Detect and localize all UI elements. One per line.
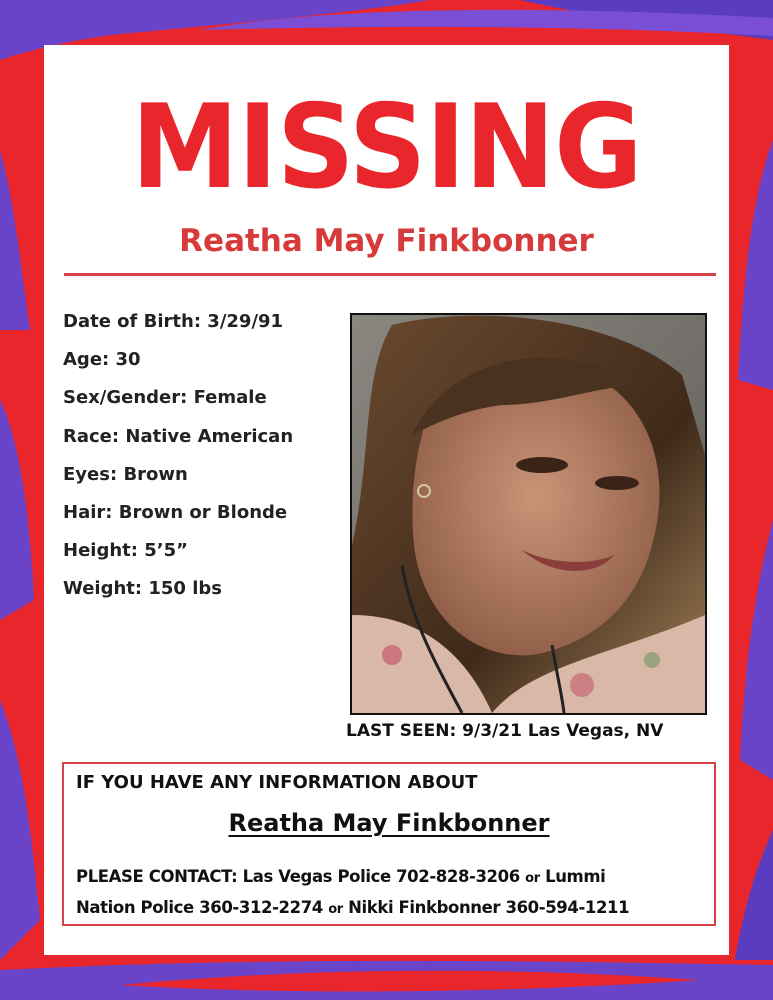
detail-race: Race: Native American xyxy=(63,425,294,447)
portrait-illustration xyxy=(352,315,705,713)
detail-eyes: Eyes: Brown xyxy=(63,463,188,485)
divider xyxy=(64,273,716,276)
contact-info: PLEASE CONTACT: Las Vegas Police 702-828-3206 or Lummi Nation Police 360-312-2274 or Nikki Finkbonner 360-594-1211 xyxy=(76,867,630,917)
info-person-name: Reatha May Finkbonner xyxy=(228,809,550,837)
detail-hair: Hair: Brown or Blonde xyxy=(63,501,288,523)
last-seen: LAST SEEN: 9/3/21 Las Vegas, NV xyxy=(346,721,664,741)
missing-poster xyxy=(44,45,729,955)
contact-nikki-finkbonner: Nikki Finkbonner 360-594-1211 xyxy=(348,898,630,917)
info-box xyxy=(62,762,716,926)
missing-person-name: Reatha May Finkbonner xyxy=(179,223,594,259)
detail-height: Height: 5’5” xyxy=(63,540,188,562)
detail-age: Age: 30 xyxy=(63,349,141,371)
poster-title: MISSING xyxy=(131,80,642,215)
info-heading: IF YOU HAVE ANY INFORMATION ABOUT xyxy=(76,772,478,793)
contact-las-vegas-police: Las Vegas Police 702-828-3206 xyxy=(242,867,520,886)
contact-label: PLEASE CONTACT: xyxy=(76,867,238,886)
contact-lummi-police: Nation Police 360-312-2274 xyxy=(76,898,323,917)
missing-person-photo xyxy=(350,313,707,715)
detail-sex: Sex/Gender: Female xyxy=(63,387,267,409)
detail-weight: Weight: 150 lbs xyxy=(63,578,222,600)
detail-dob: Date of Birth: 3/29/91 xyxy=(63,311,284,332)
details-list xyxy=(63,311,353,617)
